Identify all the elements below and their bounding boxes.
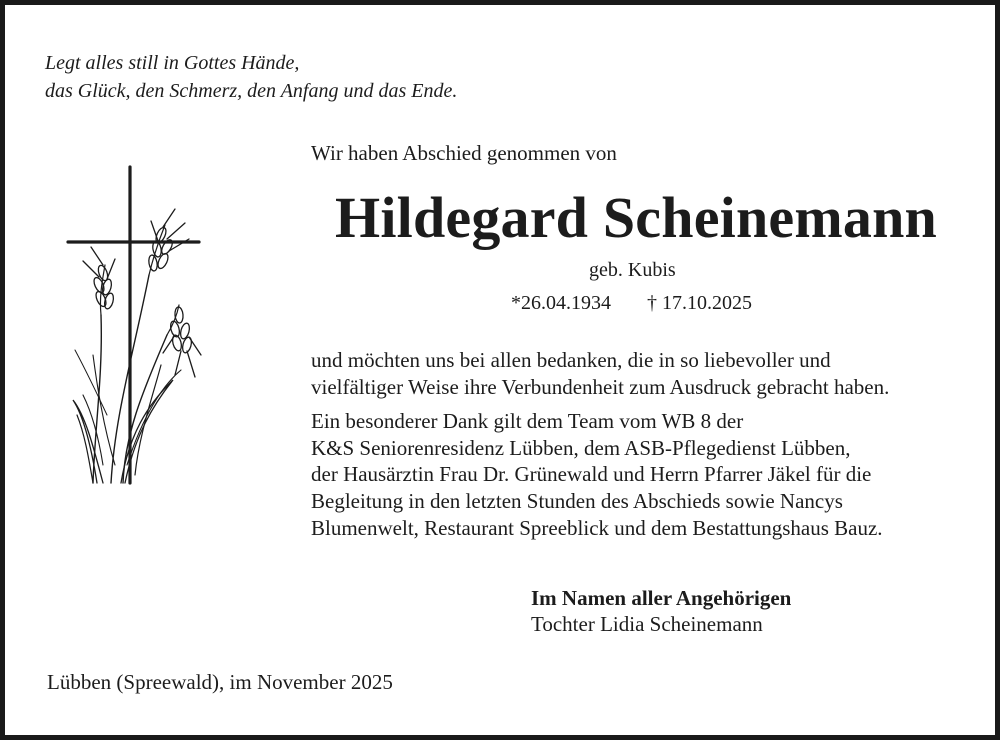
thanks-line: Ein besonderer Dank gilt dem Team vom WB 8 der [311, 409, 744, 434]
thanks-paragraph [311, 347, 889, 400]
motto-line: das Glück, den Schmerz, den Anfang und das Ende. [45, 80, 458, 102]
birth-date: *26.04.1934 [511, 292, 611, 314]
deceased-name: Hildegard Scheinemann [335, 185, 937, 250]
cross-with-wheat-icon [63, 165, 208, 490]
place-and-date: Lübben (Spreewald), im November 2025 [47, 670, 393, 694]
motto-line: Legt alles still in Gottes Hände, [45, 52, 300, 74]
thanks-message [311, 347, 889, 549]
thanks-line: und möchten uns bei allen bedanken, die in so liebevoller und [311, 348, 831, 372]
intro-text: Wir haben Abschied genommen von [311, 141, 617, 165]
thanks-line: Blumenwelt, Restaurant Spreeblick und dem Bestattungshaus Bauz. [311, 515, 883, 540]
thanks-line: vielfältiger Weise ihre Verbundenheit zum Ausdruck gebracht haben. [311, 374, 890, 399]
signature-block [531, 585, 791, 637]
special-thanks-paragraph [311, 408, 889, 541]
thanks-line: Begleitung in den letzten Stunden des Abschieds sowie Nancys [311, 488, 843, 513]
signature-heading: Im Namen aller Angehörigen [531, 586, 792, 610]
thanks-line: K&S Seniorenresidenz Lübben, dem ASB-Pflegedienst Lübben, [311, 435, 851, 460]
life-dates [511, 292, 752, 315]
death-date: † 17.10.2025 [647, 292, 752, 314]
motto-verse [45, 49, 457, 105]
thanks-line: der Hausärztin Frau Dr. Grünewald und Herrn Pfarrer Jäkel für die [311, 462, 872, 487]
maiden-name: geb. Kubis [589, 259, 676, 281]
signature-name: Tochter Lidia Scheinemann [531, 612, 763, 636]
